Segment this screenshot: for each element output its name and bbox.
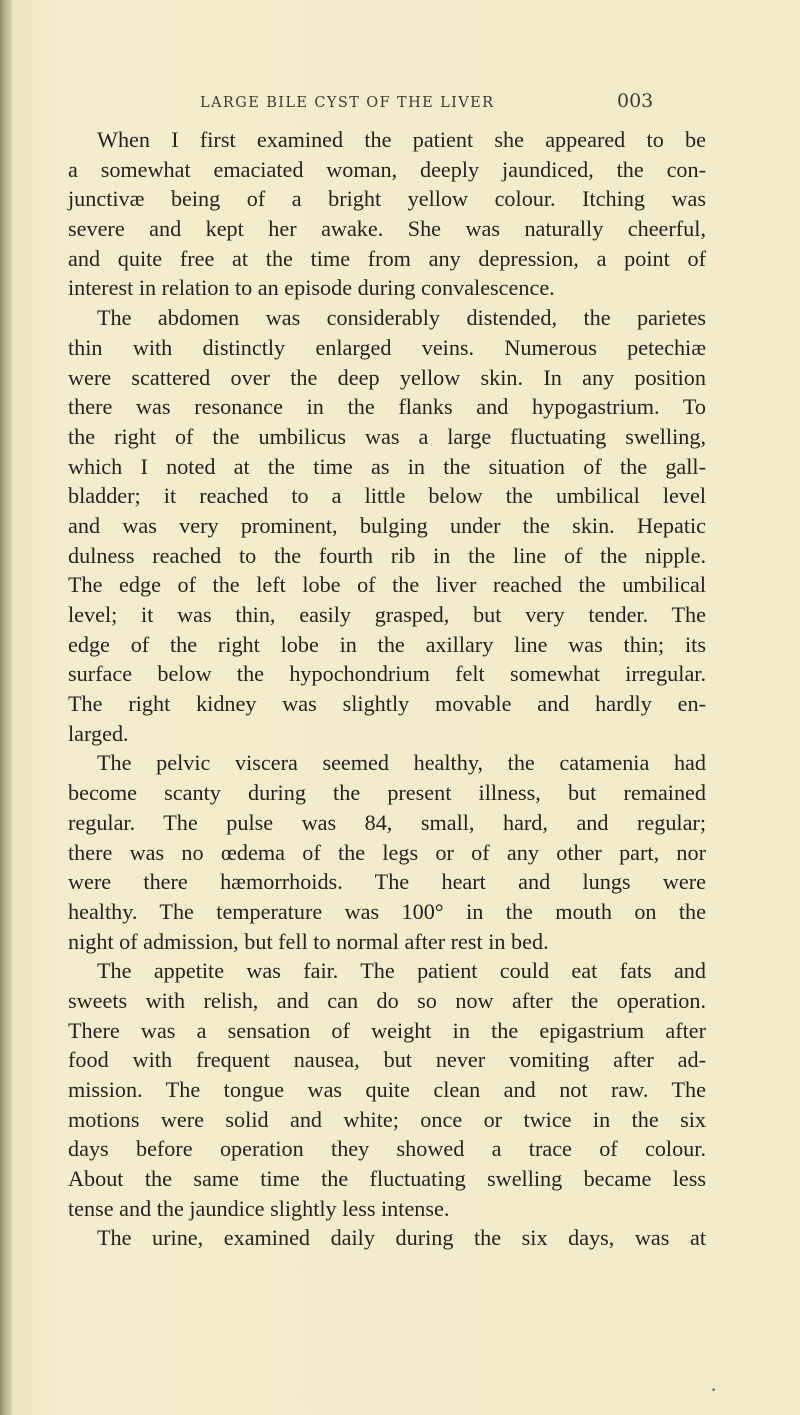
text-line: The right kidney was slightly movable and hardly en- bbox=[68, 691, 706, 717]
text-line: mission. The tongue was quite clean and not raw. The bbox=[68, 1077, 706, 1102]
text-line: The edge of the left lobe of the liver reached the umbilical bbox=[68, 572, 706, 598]
body-text bbox=[68, 125, 706, 1253]
page-number: 003 bbox=[617, 90, 654, 112]
text-line: there was resonance in the flanks and hypogastrium. To bbox=[68, 394, 706, 420]
text-line: About the same time the fluctuating swelling became less bbox=[68, 1166, 706, 1192]
text-line: days before operation they showed a trace of colour. bbox=[68, 1136, 706, 1162]
binding-edge bbox=[0, 0, 12, 1415]
text-line: The appetite was fair. The patient could eat fats and bbox=[97, 958, 706, 984]
text-line: When I first examined the patient she appeared to be bbox=[97, 127, 706, 152]
text-line: larged. bbox=[68, 720, 129, 746]
text-line: dulness reached to the fourth rib in the line of the nipple. bbox=[68, 542, 706, 568]
text-line: night of admission, but fell to normal after rest in bed. bbox=[68, 928, 549, 954]
text-line: there was no œdema of the legs or of any other part, nor bbox=[68, 839, 706, 865]
text-line: become scanty during the present illness, but remained bbox=[68, 780, 706, 806]
text-line: the right of the umbilicus was a large fluctuating swelling, bbox=[68, 423, 706, 449]
text-line: were scattered over the deep yellow skin. In any position bbox=[68, 364, 706, 390]
text-line: There was a sensation of weight in the epigastrium after bbox=[68, 1017, 706, 1043]
text-line: surface below the hypochondrium felt somewhat irregular. bbox=[68, 661, 706, 687]
text-line: which I noted at the time as in the situation of the gall- bbox=[68, 453, 706, 479]
corner-mark: • bbox=[711, 1386, 717, 1396]
text-line: bladder; it reached to a little below the umbilical level bbox=[68, 483, 706, 509]
text-line: edge of the right lobe in the axillary line was thin; its bbox=[68, 631, 706, 657]
text-line: a somewhat emaciated woman, deeply jaundiced, the con- bbox=[68, 156, 706, 182]
text-line: junctivæ being of a bright yellow colour. Itching was bbox=[68, 186, 706, 212]
text-line: sweets with relish, and can do so now after the operation. bbox=[68, 987, 706, 1013]
running-header: LARGE BILE CYST OF THE LIVER bbox=[200, 95, 495, 111]
text-line: level; it was thin, easily grasped, but very tender. The bbox=[68, 602, 706, 627]
text-line: severe and kept her awake. She was naturally cheerful, bbox=[68, 216, 706, 242]
text-line: and quite free at the time from any depression, a point of bbox=[68, 245, 706, 271]
text-line: interest in relation to an episode during convalescence. bbox=[68, 275, 555, 301]
text-line: healthy. The temperature was 100° in the mouth on the bbox=[68, 898, 706, 924]
text-line: The pelvic viscera seemed healthy, the catamenia had bbox=[97, 750, 706, 776]
text-line: thin with distinctly enlarged veins. Numerous petechiæ bbox=[68, 334, 706, 360]
text-line: food with frequent nausea, but never vomiting after ad- bbox=[68, 1047, 706, 1073]
text-line: regular. The pulse was 84, small, hard, and regular; bbox=[68, 809, 706, 835]
text-line: The abdomen was considerably distended, the parietes bbox=[97, 305, 706, 331]
text-line: and was very prominent, bulging under the skin. Hepatic bbox=[68, 512, 706, 538]
text-line: The urine, examined daily during the six days, was at bbox=[97, 1225, 706, 1251]
text-line: motions were solid and white; once or twice in the six bbox=[68, 1106, 706, 1132]
text-line: tense and the jaundice slightly less intense. bbox=[68, 1195, 450, 1221]
text-line: were there hæmorrhoids. The heart and lungs were bbox=[68, 869, 706, 895]
